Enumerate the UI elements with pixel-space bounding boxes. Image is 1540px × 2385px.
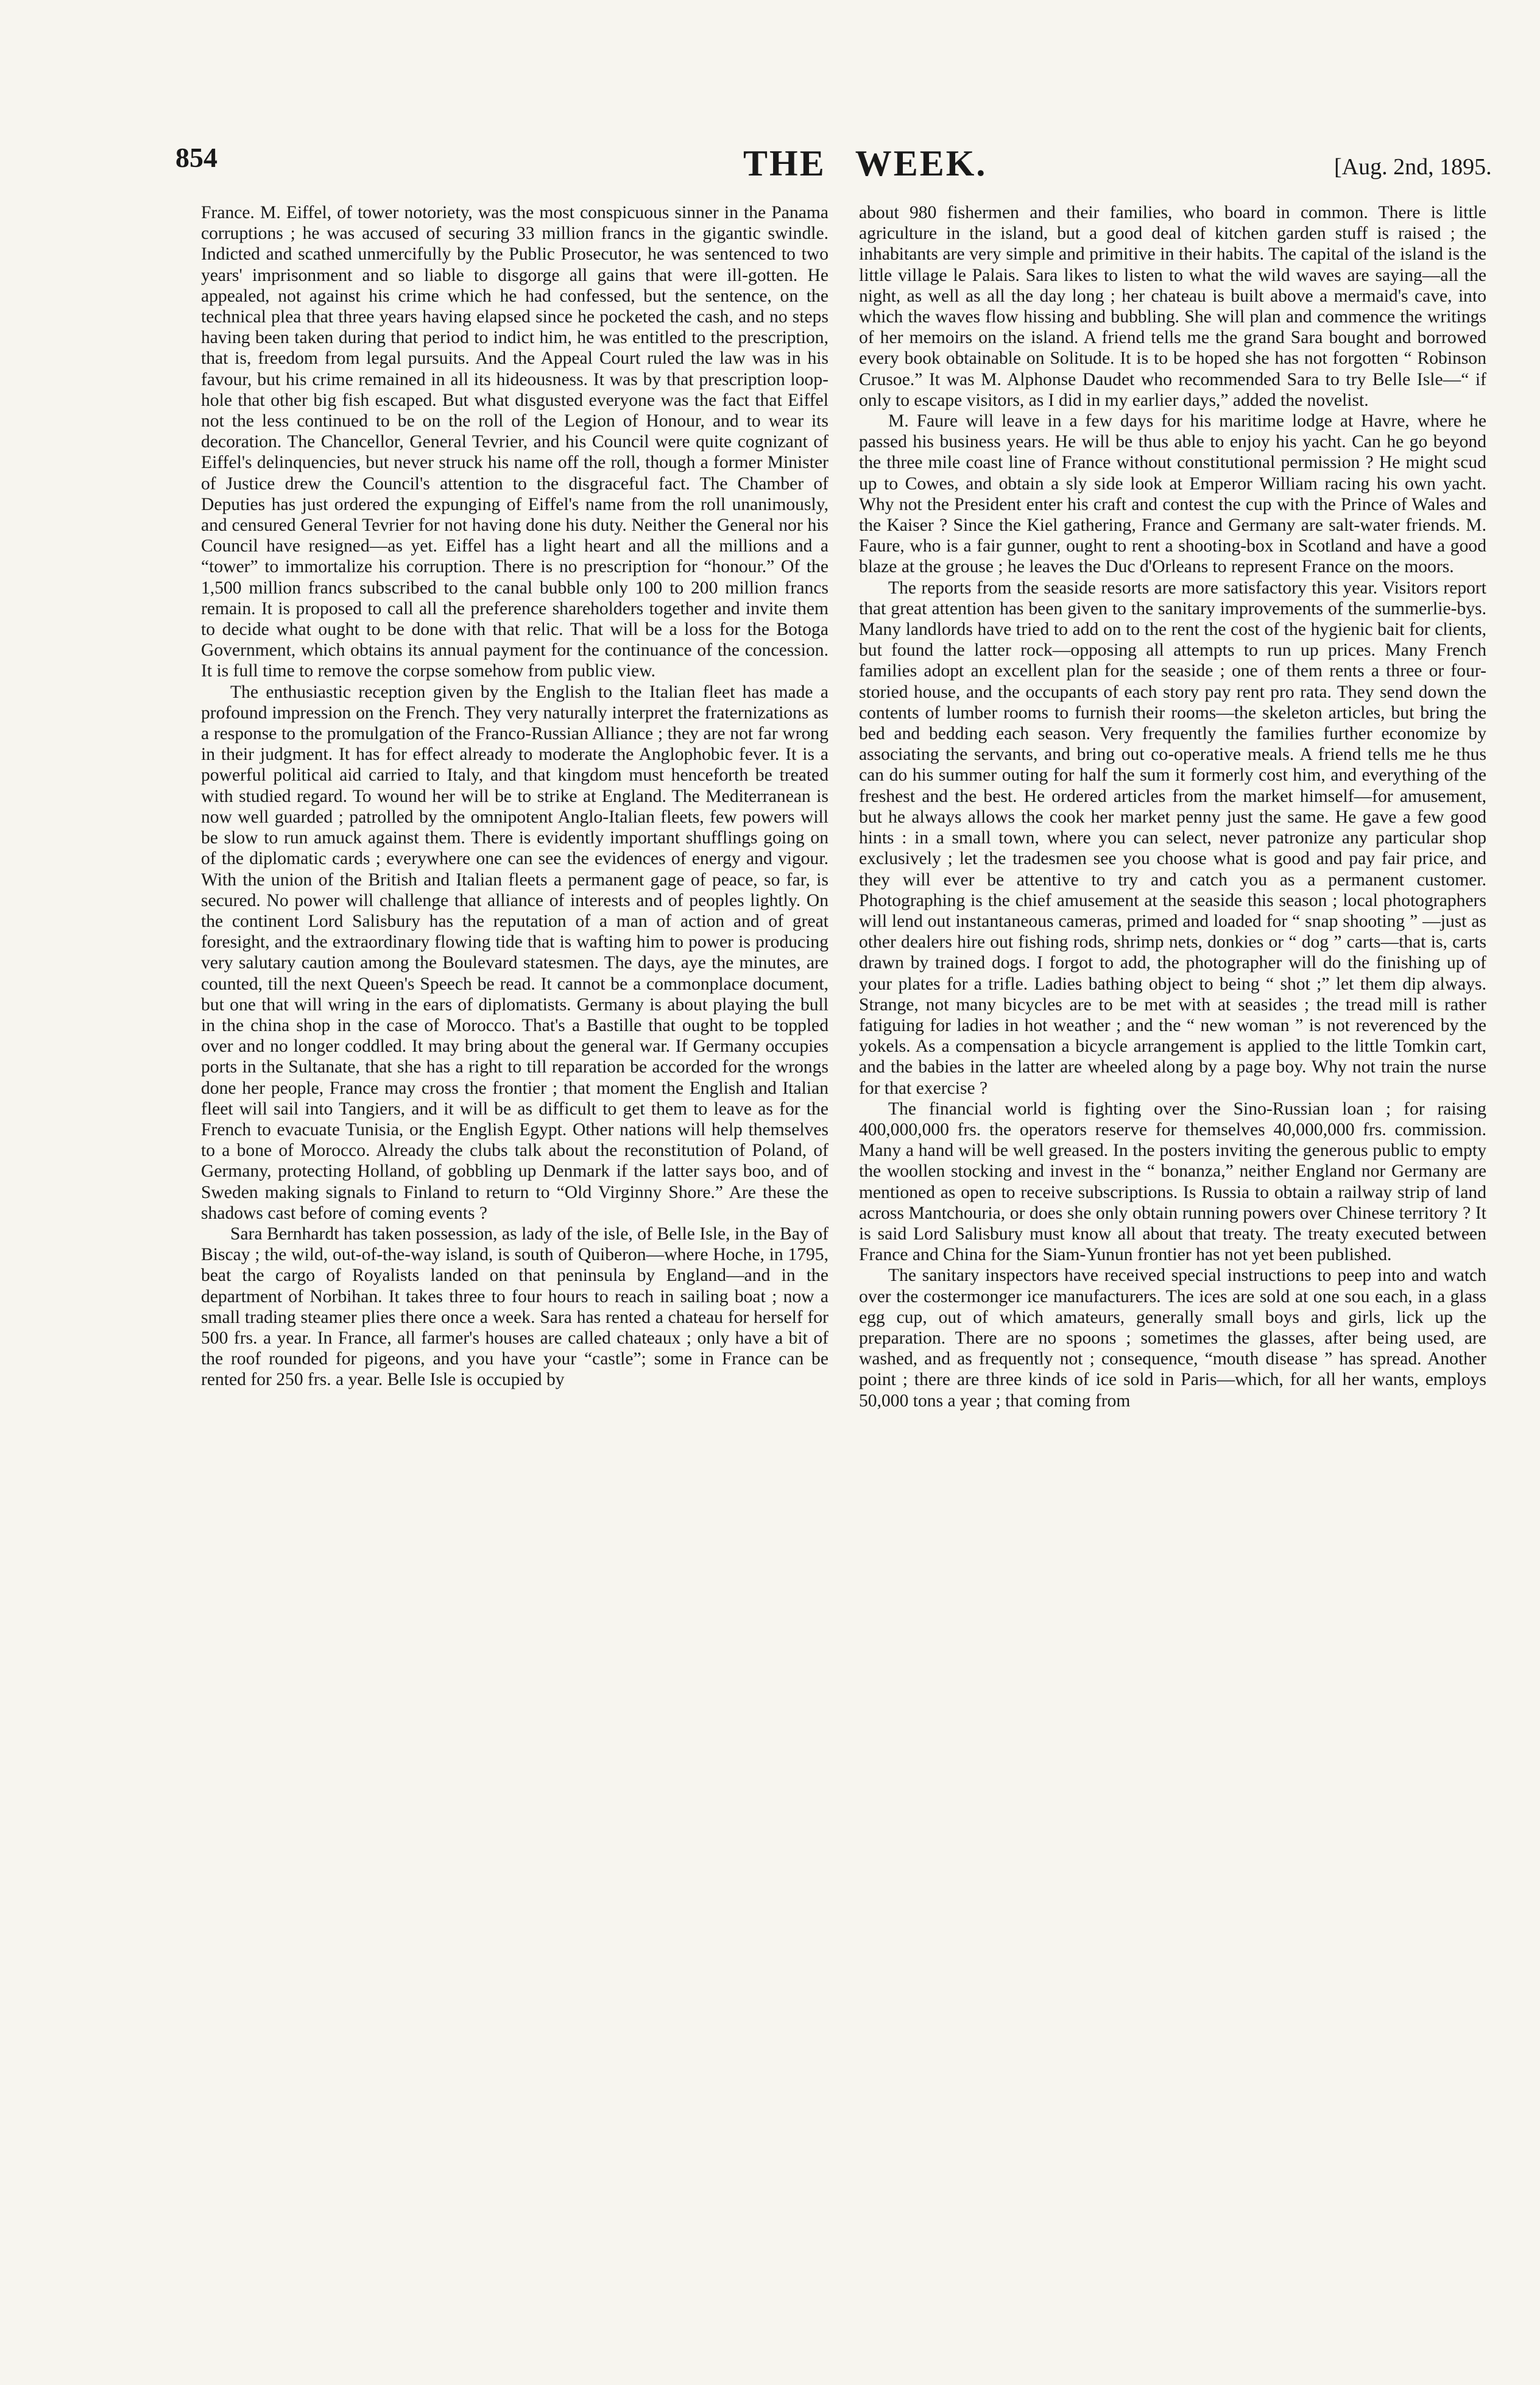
issue-date: [Aug. 2nd, 1895.: [1334, 154, 1492, 180]
left-column: [201, 202, 828, 1391]
masthead: [743, 143, 987, 185]
paragraph-belle-isle: about 980 fishermen and their families, who board in common. There is little agriculture in the island, but a good deal of kitchen garden stuff is raised ; the inhabitants are very simple and primitive in their habits. The capital of the island is the little village le Palais. Sara likes to listen to what the wild waves are saying—all the night, as well as all the day long ; her chateau is built above a mermaid's cave, into which the waves flow hissing and bubbling. She will plan and commence the writings of her memoirs on the island. A friend tells me the grand Sara bought and borrowed every book obtainable on Solitude. It is to be hoped she has not forgotten “ Robinson Crusoe.” It was M. Alphonse Daudet who recommended Sara to try Belle Isle—“ if only to escape visitors, as I did in my earlier days,” added the novelist.: [859, 203, 1486, 410]
masthead-word-week: WEEK.: [855, 143, 987, 183]
page-number: 854: [175, 142, 217, 173]
right-column: [859, 202, 1486, 1411]
paragraph-faure: M. Faure will leave in a few days for his maritime lodge at Havre, where he passed his business years. He will be thus able to enjoy his yacht. Can he go beyond the three mile coast line of France without constitutional permission ? He might scud up to Cowes, and obtain a sly side look at Emperor William racing his own yacht. Why not the President enter his craft and contest the cup with the Prince of Wales and the Kaiser ? Since the Kiel gathering, France and Germany are salt-water friends. M. Faure, who is a fair gunner, ought to rent a shooting-box in Scotland and have a good blaze at the grouse ; he leaves the Duc d'Orleans to represent France on the moors.: [859, 411, 1486, 577]
paragraph-sanitary-inspectors: The sanitary inspectors have received special instructions to peep into and watch over the costermonger ice manufacturers. The ices are sold at one sou each, in a glass egg cup, out of which amateurs, generally small boys and girls, lick up the preparation. There are no spoons ; sometimes the glasses, after being used, are washed, and as frequently not ; consequence, “mouth disease ” has spread. Another point ; there are three kinds of ice sold in Paris—which, for all her wants, employs 50,000 tons a year ; that coming from: [859, 1266, 1486, 1411]
paragraph-italian-fleet: The enthusiastic reception given by the English to the Italian fleet has made a profound impression on the French. They very naturally interpret the fraternizations as a response to the promulgation of the Franco-Russian Alliance ; they are not far wrong in their judgment. It has for effect already to moderate the Anglophobic fever. It is a powerful political aid carried to Italy, and that kingdom must henceforth be treated with studied regard. To wound her will be to strike at England. The Mediterranean is now well guarded ; patrolled by the omnipotent Anglo-Italian fleets, few powers will be slow to run amuck against them. There is evidently important shufflings going on of the diplomatic cards ; everywhere one can see the evidences of energy and vigour. With the union of the British and Italian fleets a permanent gage of peace, so far, is secured. No power will challenge that alliance of interests and of peoples lightly. On the continent Lord Salisbury has the reputation of a man of action and of great foresight, and the extraordinary flowing tide that is wafting him to power is producing very salutary caution among the Boulevard statesmen. The days, aye the minutes, are counted, till the next Queen's Speech be read. It cannot be a commonplace document, but one that will wring in the ears of diplomatists. Germany is about playing the bull in the china shop in the case of Morocco. That's a Bastille that ought to be toppled over and no longer coddled. It may bring about the general war. If Germany occupies ports in the Sultanate, that she has a right to till reparation be accorded for the wrongs done her people, France may cross the frontier ; that moment the English and Italian fleet will sail into Tangiers, and it will be as difficult to get them to leave as for the French to evacuate Tunisia, or the English Egypt. Other nations will help themselves to a bone of Morocco. Already the clubs talk about the reconstitution of Poland, of Germany, protecting Holland, of gobbling up Denmark if the latter says boo, and of Sweden making signals to Finland to return to “Old Virginny Shore.” Are these the shadows cast before of coming events ?: [201, 682, 828, 1223]
masthead-word-the: THE: [743, 143, 826, 183]
paragraph-eiffel: France. M. Eiffel, of tower notoriety, was the most conspicuous sinner in the Panama corruptions ; he was accused of securing 33 million francs in the gigantic swindle. Indicted and scathed unmercifully by the Public Prosecutor, he was sentenced to two years' imprisonment and so liable to disgorge all gains that were ill-gotten. He appealed, not against his crime which he had confessed, but the sentence, on the technical plea that three years having elapsed since he pocketed the cash, and no steps having been taken during that period to indict him, he was entitled to the prescription, that is, freedom from legal pursuits. And the Appeal Court ruled the law was in his favour, but his crime remained in all its hideousness. It was by that prescription loop-hole that other big fish escaped. But what disgusted everyone was the fact that Eiffel not the less continued to be on the roll of the Legion of Honour, and to wear its decoration. The Chancellor, General Tevrier, and his Council were quite cognizant of Eiffel's delinquencies, but never struck his name off the roll, though a former Minister of Justice drew the Council's attention to the disgraceful fact. The Chamber of Deputies has just ordered the expunging of Eiffel's name from the roll unanimously, and censured General Tevrier for not having done his duty. Neither the General nor his Council have resigned—as yet. Eiffel has a light heart and all the millions and a “tower” to immortalize his corruption. There is no prescription for “honour.” Of the 1,500 million francs subscribed to the canal bubble only 100 to 200 million francs remain. It is proposed to call all the preference shareholders together and invite them to decide what ought to be done with that relic. That will be a loss for the Botoga Government, which obtains its annual payment for the continuance of the concession. It is full time to remove the corpse somehow from public view.: [201, 203, 828, 681]
paragraph-sara-bernhardt: Sara Bernhardt has taken possession, as lady of the isle, of Belle Isle, in the Bay of Biscay ; the wild, out-of-the-way island, is south of Quiberon—where Hoche, in 1795, beat the cargo of Royalists landed on that peninsula by England—and in the department of Norbihan. It takes three to four hours to reach in sailing boat ; now a small trading steamer plies there once a week. Sara has rented a chateau for herself for 500 frs. a year. In France, all farmer's houses are called chateaux ; only have a bit of the roof rounded for pigeons, and you have your “castle”; some in France can be rented for 250 frs. a year. Belle Isle is occupied by: [201, 1224, 828, 1390]
paragraph-sino-russian-loan: The financial world is fighting over the Sino-Russian loan ; for raising 400,000,000 frs. the operators reserve for themselves 40,000,000 frs. commission. Many a hand will be well greased. In the posters inviting the generous public to empty the woollen stocking and invest in the “ bonanza,” neither England nor Germany are mentioned as open to receive subscriptions. Is Russia to obtain a railway strip of land across Mantchouria, or does she only obtain running powers over Chinese territory ? It is said Lord Salisbury must know all about that treaty. The treaty executed between France and China for the Siam-Yunun frontier has not yet been published.: [859, 1099, 1486, 1265]
paragraph-seaside-resorts: The reports from the seaside resorts are more satisfactory this year. Visitors report that great attention has been given to the sanitary improvements of the summerlie-bys. Many landlords have tried to add on to the rent the cost of the hygienic bait for clients, but found the latter rock—opposing all attempts to run up prices. Many French families adopt an excellent plan for the seaside ; one of them rents a three or four-storied house, and the occupants of each story pay rent pro rata. They send down the contents of lumber rooms to furnish their rooms—the skeleton articles, but bring the bed and bedding each season. Very frequently the families further economize by associating the servants, and bring out co-operative meals. A friend tells me he thus can do his summer outing for half the sum it formerly cost him, and everything of the freshest and the best. He ordered articles from the market himself—for amusement, but he always allows the cook her market penny just the same. He gave a few good hints : in a small town, where you can select, never patronize any particular shop exclusively ; let the tradesmen see you choose what is good and pay fair price, and they will ever be attentive to try and catch you as a permanent customer. Photographing is the chief amusement at the seaside this season ; local photographers will lend out instantaneous cameras, primed and loaded for “ snap shooting ” —just as other dealers hire out fishing rods, shrimp nets, donkies or “ dog ” carts—that is, carts drawn by trained dogs. I forgot to add, the photographer will do the finishing up of your plates for a trifle. Ladies bathing object to being “ shot ;” let them dip always. Strange, not many bicycles are to be met with at seasides ; the tread mill is rather fatiguing for ladies in hot weather ; and the “ new woman ” is not reverenced by the yokels. As a compensation a bicycle arrangement is applied to the little Tomkin cart, and the babies in the latter are wheeled along by a page boy. Why not train the nurse for that exercise ?: [859, 578, 1486, 1098]
